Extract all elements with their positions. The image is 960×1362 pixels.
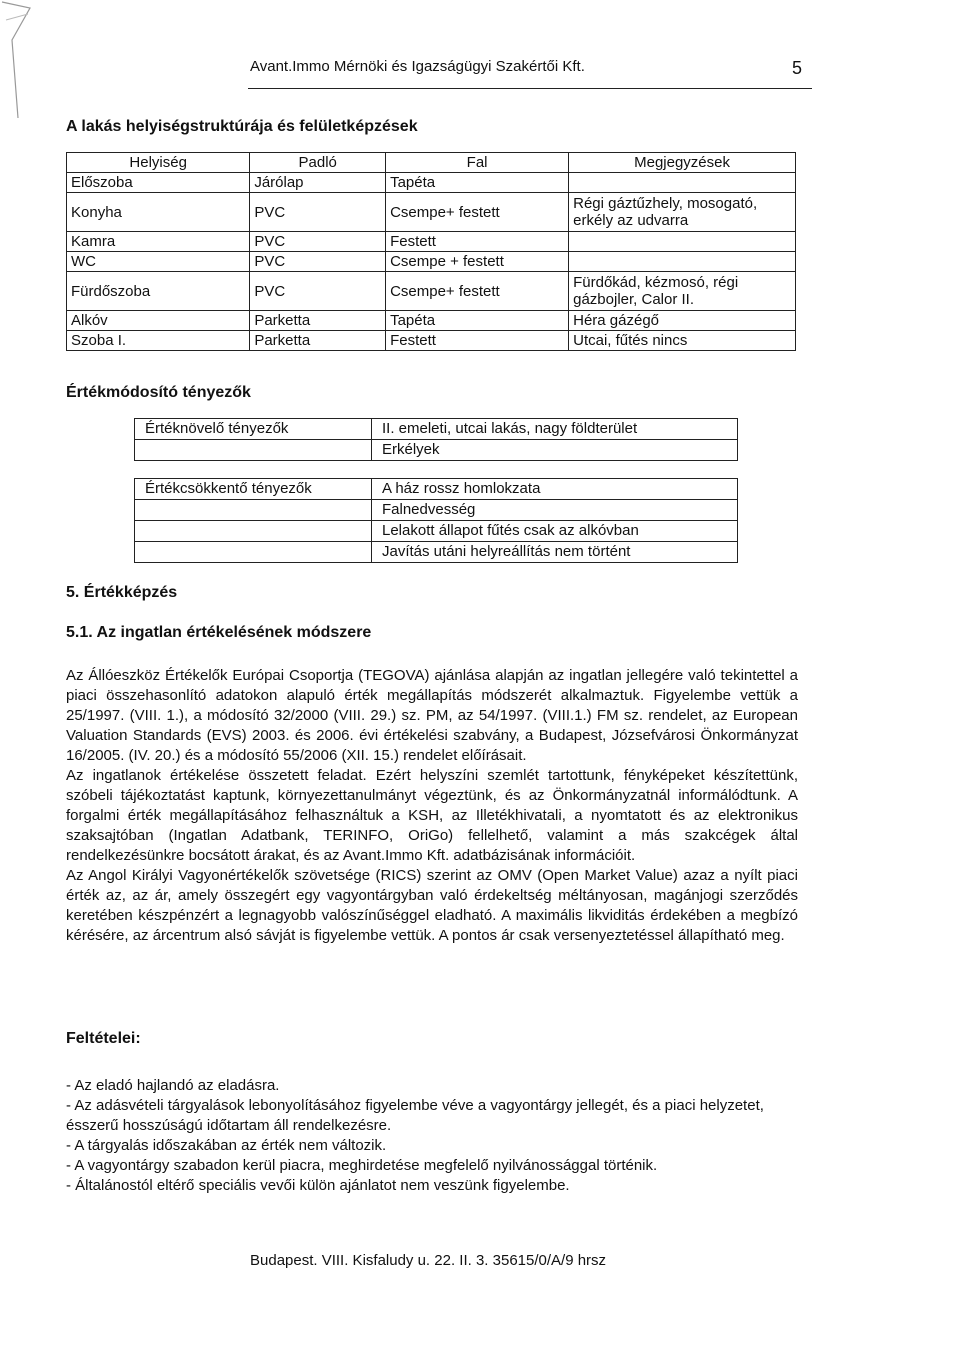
- negative-label: Értékcsökkentő tényezők: [135, 479, 372, 500]
- positive-label: Értéknövelő tényezők: [135, 419, 372, 440]
- section51-number: 5.1.: [66, 624, 93, 641]
- section51-title: [66, 624, 371, 642]
- section5-title: 5. Értékképzés: [66, 584, 178, 601]
- cell: Festett: [386, 331, 569, 351]
- cell: Erkélyek: [372, 440, 738, 461]
- cell: [135, 521, 372, 542]
- cell: Parketta: [250, 331, 386, 351]
- cell: PVC: [250, 232, 386, 252]
- method-paragraphs: [66, 666, 798, 946]
- table-row: [67, 193, 796, 232]
- cell: Kamra: [67, 232, 250, 252]
- cell: Fürdőszoba: [67, 272, 250, 311]
- cell: Járólap: [250, 173, 386, 193]
- cell: [569, 232, 796, 252]
- cell: PVC: [250, 252, 386, 272]
- paragraph: Az Angol Királyi Vagyonértékelők szövetsége (RICS) szerint az OMV (Open Market Value) azaz a nyílt piaci érték az, az ár, amely összegért egy vagyontárgyban való érdekeltség méltányosan, magánjogi szerződés keretében készpénzért a legnagyobb valószínűséggel eladható. A maximális likviditás érdekében a megbízó kérésére, az árcentrum alsó sávját is figyelembe vettük. A pontos ár csak versenyeztetéssel állapítható meg.: [66, 867, 798, 944]
- scan-artifact: [0, 0, 50, 120]
- cell: [135, 440, 372, 461]
- cell: Tapéta: [386, 173, 569, 193]
- table-row: [67, 311, 796, 331]
- conditions-list: [66, 1076, 798, 1196]
- list-item: - Az eladó hajlandó az eladásra.: [66, 1077, 280, 1094]
- cell: Lelakott állapot fűtés csak az alkóvban: [372, 521, 738, 542]
- structure-title: A lakás helyiségstruktúrája és felületképzések: [66, 118, 418, 135]
- list-item: - A vagyontárgy szabadon kerül piacra, meghirdetése megfelelő nyilvánossággal történik.: [66, 1157, 658, 1174]
- section51-text: Az ingatlan értékelésének módszere: [96, 624, 372, 641]
- cell: Falnedvesség: [372, 500, 738, 521]
- table-row: [135, 419, 738, 440]
- rooms-table: [66, 152, 796, 351]
- positive-factors-table: [134, 418, 738, 461]
- page-number: 5: [792, 58, 803, 78]
- cell: Tapéta: [386, 311, 569, 331]
- cell: PVC: [250, 193, 386, 232]
- table-row: [67, 272, 796, 311]
- col-header: Helyiség: [67, 153, 250, 173]
- cell: Alkóv: [67, 311, 250, 331]
- header-rule: [248, 88, 812, 89]
- cell: [135, 500, 372, 521]
- cell: PVC: [250, 272, 386, 311]
- table-row: [135, 479, 738, 500]
- paragraph: Az ingatlanok értékelése összetett feladat. Ezért helyszíni szemlét tartottunk, fényképeket készítettünk, szóbeli tájékoztatást kaptunk, környezettanulmányt végeztünk, és az Önkormányzatnál informálódtunk. A forgalmi érték megállapításához felhasználtuk a KSH, az Illetékhivatali, a nyomtatott és az elektronikus szaksajtóban (Ingatlan Adatbank, TERINFO, OriGo) fellelhető, valamint a más szakcégek által rendelkezésünkre bocsátott árakat, és az Avant.Immo Kft. adatbázisának információit.: [66, 767, 798, 864]
- cell: Csempe+ festett: [386, 193, 569, 232]
- cell: Héra gázégő: [569, 311, 796, 331]
- table-row: [135, 521, 738, 542]
- table-row: [135, 440, 738, 461]
- table-row: [135, 542, 738, 563]
- col-header: Megjegyzések: [569, 153, 796, 173]
- rooms-header-row: [67, 153, 796, 173]
- table-row: [67, 331, 796, 351]
- cell: Régi gáztűzhely, mosogató, erkély az udvarra: [569, 193, 796, 232]
- col-header: Fal: [386, 153, 569, 173]
- cell: Festett: [386, 232, 569, 252]
- cell: [569, 252, 796, 272]
- cell: Utcai, fűtés nincs: [569, 331, 796, 351]
- list-item: - A tárgyalás időszakában az érték nem változik.: [66, 1137, 387, 1154]
- col-header: Padló: [250, 153, 386, 173]
- negative-factors-table: [134, 478, 738, 563]
- paragraph: Az Állóeszköz Értékelők Európai Csoportja (TEGOVA) ajánlása alapján az ingatlan jellegére való tekintettel a piaci összehasonlító adatokon alapuló érték megállapítás módszerét alkalmaztuk. Figyelembe vettük a 25/1997. (VIII. 1.), a módosító 32/2000 (VIII. 29.) sz. PM, az 54/1997. (VIII.1.) FM sz. rendelet, az European Valuation Standards (EVS) 2003. és 2006. évi értékelési szabvány, a Budapest, Józsefvárosi Önkormányzat 16/2005. (IV. 20.) és a módosító 55/2006 (XII. 15.) rendelet előírásait.: [66, 667, 798, 764]
- header-company: Avant.Immo Mérnöki és Igazságügyi Szakértői Kft.: [250, 58, 585, 75]
- footer-address: Budapest. VIII. Kisfaludy u. 22. II. 3. 35615/0/A/9 hrsz: [250, 1252, 607, 1269]
- factors-title: Értékmódosító tényezők: [66, 384, 251, 401]
- table-row: [135, 500, 738, 521]
- cell: Előszoba: [67, 173, 250, 193]
- cell: II. emeleti, utcai lakás, nagy földterület: [372, 419, 738, 440]
- cell: WC: [67, 252, 250, 272]
- cell: Csempe+ festett: [386, 272, 569, 311]
- cell: [135, 542, 372, 563]
- cell: Csempe + festett: [386, 252, 569, 272]
- table-row: [67, 252, 796, 272]
- list-item: - Az adásvételi tárgyalások lebonyolításához figyelembe véve a vagyontárgy jellegét, és a piaci helyzetet, ésszerű hosszúságú időtartam áll rendelkezésre.: [66, 1097, 764, 1134]
- cell: Szoba I.: [67, 331, 250, 351]
- cell: Parketta: [250, 311, 386, 331]
- cell: Javítás utáni helyreállítás nem történt: [372, 542, 738, 563]
- conditions-title: Feltételei:: [66, 1030, 141, 1047]
- list-item: - Általánostól eltérő speciális vevői külön ajánlatot nem veszünk figyelembe.: [66, 1177, 570, 1194]
- cell: Fürdőkád, kézmosó, régi gázbojler, Calor II.: [569, 272, 796, 311]
- table-row: [67, 173, 796, 193]
- table-row: [67, 232, 796, 252]
- cell: [569, 173, 796, 193]
- cell: Konyha: [67, 193, 250, 232]
- cell: A ház rossz homlokzata: [372, 479, 738, 500]
